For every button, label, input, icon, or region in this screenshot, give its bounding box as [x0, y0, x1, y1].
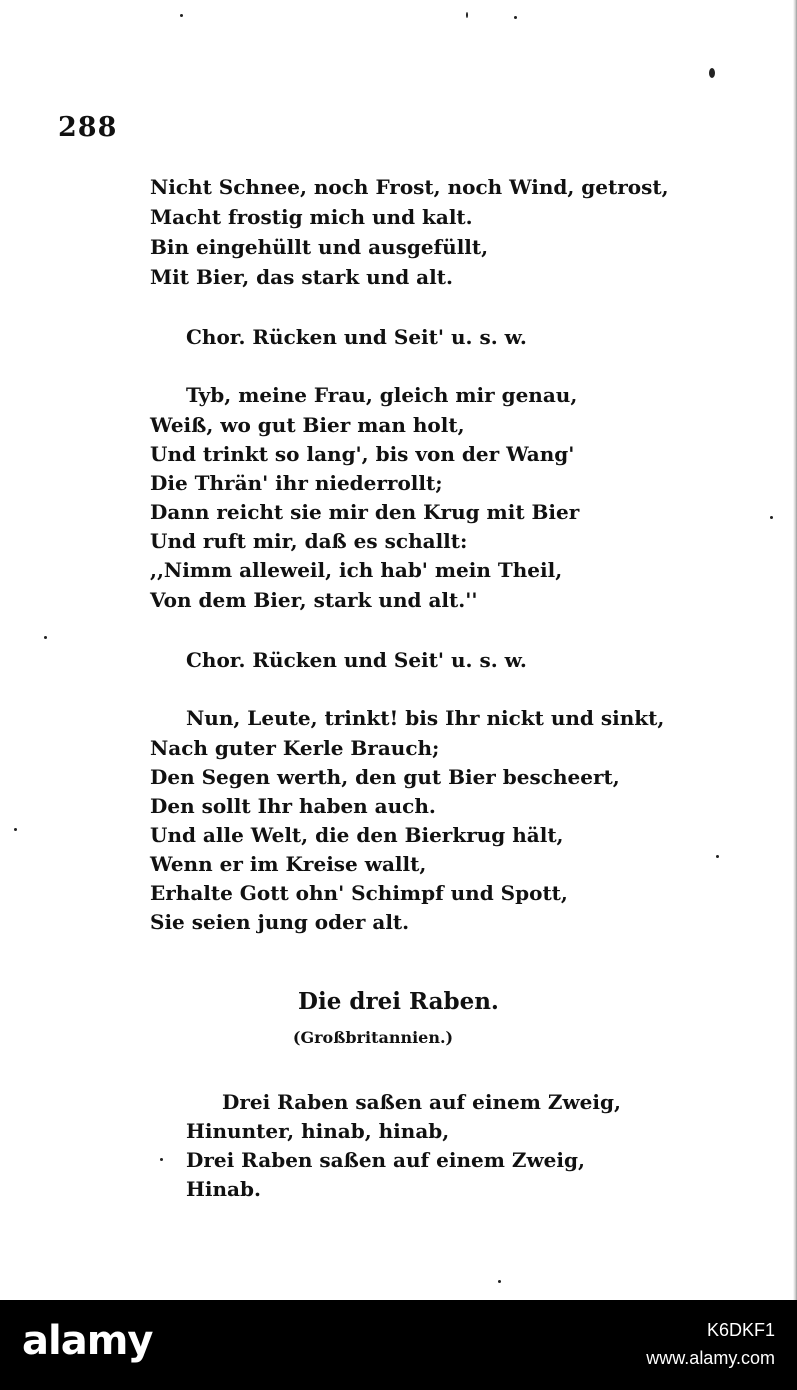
alamy-logo: alamy: [22, 1318, 153, 1364]
verse-line: Nicht Schnee, noch Frost, noch Wind, getrost,: [150, 175, 669, 199]
verse-line: Macht frostig mich und kalt.: [150, 205, 473, 229]
poem-subtitle: (Großbritannien.): [292, 1028, 454, 1047]
print-speck: [514, 16, 517, 19]
verse-line: Mit Bier, das stark und alt.: [150, 265, 453, 289]
verse-line: Weiß, wo gut Bier man holt,: [150, 413, 465, 437]
print-speck: [466, 12, 468, 18]
verse-line: Bin eingehüllt und ausgefüllt,: [150, 235, 489, 259]
verse-line: Und ruft mir, daß es schallt:: [150, 529, 468, 553]
print-speck: [180, 14, 183, 17]
site-url: www.alamy.com: [646, 1348, 775, 1368]
print-speck: [709, 68, 715, 78]
verse-line: Hinunter, hinab, hinab,: [186, 1119, 450, 1143]
verse-line: Tyb, meine Frau, gleich mir genau,: [186, 383, 578, 407]
chorus-line: Chor. Rücken und Seit' u. s. w.: [186, 648, 527, 672]
print-speck: [716, 855, 719, 858]
page-edge-shadow: [793, 0, 797, 1300]
verse-line: Sie seien jung oder alt.: [150, 910, 410, 934]
verse-line: Nun, Leute, trinkt! bis Ihr nickt und sinkt,: [186, 706, 665, 730]
stock-watermark-bar: [0, 1300, 797, 1390]
print-speck: [44, 636, 47, 639]
verse-line: Drei Raben saßen auf einem Zweig,: [186, 1148, 585, 1172]
verse-line: Erhalte Gott ohn' Schimpf und Spott,: [150, 881, 568, 905]
page-number: 288: [58, 112, 118, 143]
verse-line: Den sollt Ihr haben auch.: [150, 794, 436, 818]
verse-line: Und trinkt so lang', bis von der Wang': [150, 442, 575, 466]
verse-line: Die Thrän' ihr niederrollt;: [150, 471, 443, 495]
verse-line: Drei Raben saßen auf einem Zweig,: [222, 1090, 621, 1114]
print-speck: [770, 516, 773, 519]
verse-line: Den Segen werth, den gut Bier bescheert,: [150, 765, 620, 789]
print-speck: [160, 1158, 163, 1161]
verse-line: Wenn er im Kreise wallt,: [150, 852, 427, 876]
verse-line: ,,Nimm alleweil, ich hab' mein Theil,: [150, 558, 563, 582]
verse-line: Und alle Welt, die den Bierkrug hält,: [150, 823, 564, 847]
print-speck: [14, 828, 17, 831]
verse-line: Von dem Bier, stark und alt.'': [150, 588, 478, 612]
verse-line: Nach guter Kerle Brauch;: [150, 736, 440, 760]
verse-line: Hinab.: [186, 1177, 261, 1201]
image-id: K6DKF1: [706, 1320, 775, 1340]
verse-line: Dann reicht sie mir den Krug mit Bier: [150, 500, 580, 524]
poem-title: Die drei Raben.: [298, 988, 499, 1015]
chorus-line: Chor. Rücken und Seit' u. s. w.: [186, 325, 527, 349]
print-speck: [498, 1280, 501, 1283]
